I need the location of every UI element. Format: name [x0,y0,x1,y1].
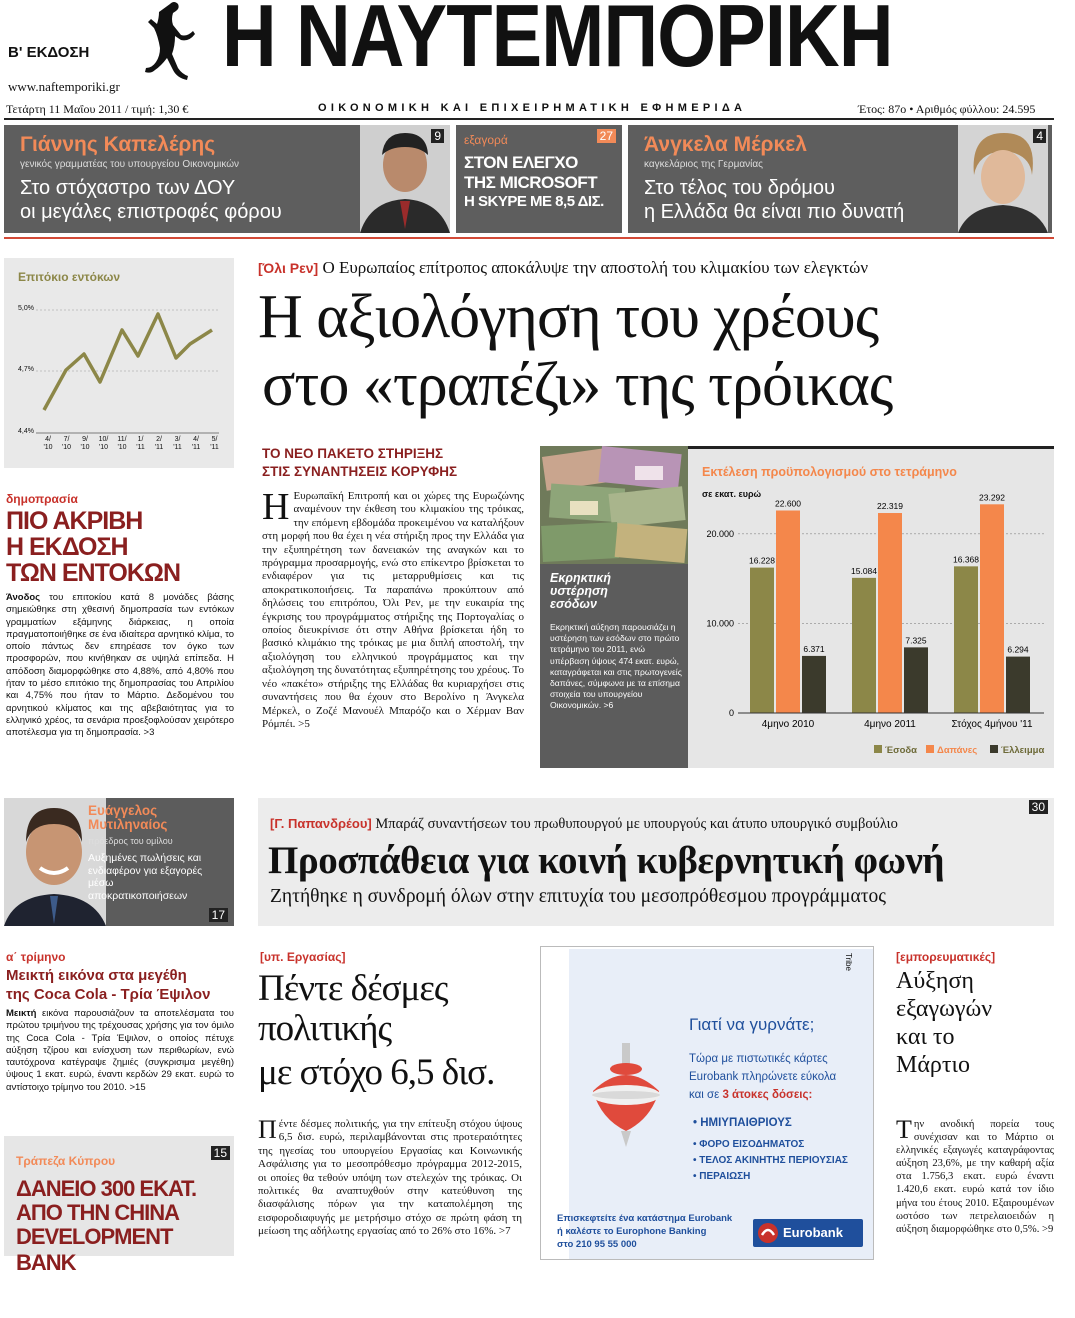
page-ref[interactable]: 4 [1033,129,1046,143]
legend-label: Δαπάνες [937,745,978,756]
newspaper-title: Η ΝΑΥΤΕΜΠΟΡΙΚΗ [222,0,893,85]
bar [878,513,902,713]
cyprus-headline: ΔΑΝΕΙΟ 300 ΕΚΑΤ. [16,1176,197,1201]
teaser-kapeleris[interactable] [4,125,450,233]
ad-item: • ΗΜΙΥΠΑΙΘΡΙΟΥΣ [693,1117,792,1129]
teaser-name: Άνγκελα Μέρκελ [644,133,807,156]
mytilinaios-box[interactable] [4,798,234,926]
spinning-top-icon [581,1043,671,1153]
papandreou-overline-text: Μπαράζ συναντήσεων του πρωθυπουργού με υπουργούς και άτυπο υπουργικό συμβούλιο [371,816,898,832]
mytilinaios-role: πρόεδρος του ομίλου [88,836,173,846]
cocacola-text: εικόνα παρουσιάζουν τα αποτελέσματα του πρώτου τριμήνου της τρέχουσας χρήσης για τον όμιλο της Coca Cola - Τρία Έψιλον, ο οποίος πέτυχε αύξηση τζίρου και ενίσχυση των περιθωρίων, ενώ ταυτόχρονα κατέγραψε ζημιές (συγκρισιμα μεγέθη) ύψους 1 εκατ. ευρώ, έναντι κερδών 29 εκατ. ευρώ το αντίστοιχο τρίμηνο του 2010. >15 [6,1008,234,1093]
teaser-kicker: εξαγορά [464,133,508,147]
bar [980,504,1004,713]
ad-line: Eurobank πληρώνετε εύκολα [689,1071,837,1083]
main-headline: στο «τραπέζι» της τρόικας [262,351,893,419]
exports-body [896,1118,1054,1268]
legend-swatch [874,745,882,753]
main-overline [258,258,868,278]
labour-headline: Πέντε δέσμες [258,968,448,1009]
tagline: ΟΙΚΟΝΟΜΙΚΗ ΚΑΙ ΕΠΙΧΕΙΡΗΜΑΤΙΚΗ ΕΦΗΜΕΡΙΔΑ [318,102,747,114]
tbills-headline: Η ΕΚΔΟΣΗ [6,533,128,561]
teaser-headline: η Ελλάδα θα είναι πιο δυνατή [644,201,905,223]
eurobank-ad[interactable] [540,946,874,1260]
papandreou-kicker: [Γ. Παπανδρέου] [270,816,372,831]
mytilinaios-text: Αυξημένες πωλήσεις και ενδιαφέρον για εξαγορές μέσω αποκρατικοποιήσεων [88,852,203,902]
main-subhead: ΣΤΙΣ ΣΥΝΑΝΤΗΣΕΙΣ ΚΟΡΥΦΗΣ [262,464,458,479]
tbills-lead: Άνοδος [6,592,41,603]
ad-footer: ή καλέστε το Europhone Banking [557,1226,707,1237]
x-tick: 9/ '10 [80,436,90,451]
bar [1006,657,1030,713]
exports-headline: Αύξηση [896,968,974,994]
bar [954,566,978,713]
rates-chart-title: Επιτόκιο εντόκων [18,270,121,284]
x-ticks [40,436,230,460]
hermes-logo [140,0,210,95]
main-body [262,490,524,776]
exports-body-text: ην ανοδική πορεία τους συνέχισαν και το Μάρτιο οι ελληνικές εξαγωγές καταγράφοντας αύξηση 23,6%, με την καθαρή αξία στα 1.756,3 εκατ. ευρώ έναντι 1.420,6 εκατ. ευρώ κατά τον ίδιο μήνα του έτους 2010. Εξαιρουμένων ωστόσο των πετρελαιοειδών η αύξηση διαμορφώθηκε στο 0,5%. >9 [896,1119,1054,1235]
masthead-rule [4,118,1054,120]
main-headline: Η αξιολόγηση του χρέους [258,283,879,351]
x-tick: 1/ '11 [136,436,145,451]
exports-headline: και το [896,1024,955,1050]
eurobank-logo-text: Eurobank [783,1225,843,1240]
teaser-headline: Στο τέλος του δρόμου [644,177,835,199]
page-ref[interactable]: 15 [211,1146,230,1160]
teaser-role: καγκελάριος της Γερμανίας [644,159,763,170]
y-tick: 4,4% [18,428,34,435]
teaser-rule [4,237,1054,239]
rates-chart-box [4,258,234,468]
budget-box [540,446,688,768]
tbills-text: του επιτοκίου κατά 8 μονάδες βάσης σημειώθηκε στη χθεσινή δημοπρασία των εντόκων γραμματίων εξάμηνης διάρκειας, η οποία πραγματοποιήθηκε σε ένα ιδιαίτερα αρνητικό κλίμα, το οποίο πάντως δεν επηρέασε τον όγκο των προσφορών, που κινήθηκαν σε υψηλά επίπεδα. Η απόδοση διαμορφώθηκε στο 4,88%, από 4,80% που ήταν το μέσο επιτόκιο της δημοπρασίας του Απριλίου και 4,75% που ήταν το Μάρτιο. Δεδομένου του αρνητικού κλίματος και της αβεβαιότητας για το ελληνικό χρέος, τα σενάρια προεξοφλούσαν χειρότερο αποτέλεσμα για τη δημοπρασία. >3 [6,592,234,739]
eurobank-logo-icon [757,1222,779,1244]
main-kicker: [Όλι Ρεν] [258,260,319,276]
page-ref[interactable]: 27 [597,129,616,143]
cyprus-headline: DEVELOPMENT BANK [16,1224,173,1275]
budget-chart [688,449,1054,771]
eurobank-logo[interactable] [753,1219,863,1247]
exports-dropcap: Τ [896,1118,912,1144]
x-tick: 2/ '11 [154,436,164,451]
budget-chart-panel [688,446,1054,768]
cocacola-body [6,1008,234,1112]
x-tick: 3/ '11 [173,436,182,451]
y-tick-label: 0 [728,708,734,718]
x-tick: 10/ '10 [98,436,109,451]
ad-item: • ΠΕΡΑΙΩΣΗ [693,1171,751,1182]
category-label: Στόχος 4μήνου '11 [951,719,1033,730]
bar-label: 22.600 [775,498,801,509]
papandreou-headline: Προσπάθεια για κοινή κυβερνητική φωνή [268,839,945,882]
cyprus-headline: ΑΠΟ ΤΗΝ CHINA [16,1200,179,1225]
tbills-headline: ΠΙΟ ΑΚΡΙΒΗ [6,507,143,535]
teaser-headline: ΣΤΟΝ ΕΛΕΓΧΟ [464,153,578,172]
y-tick-label: 20.000 [706,528,734,539]
ad-item: • ΦΟΡΟ ΕΙΣΟΔΗΜΑΤΟΣ [693,1139,805,1150]
ad-line [689,1089,812,1101]
rates-line [44,314,212,410]
labour-kicker: [υπ. Εργασίας] [260,950,346,964]
teaser-headline: Η SKYPE ΜΕ 8,5 ΔΙΣ. [464,193,604,210]
cocacola-kicker: α΄ τρίμηνο [6,950,66,964]
legend-swatch [990,745,998,753]
main-dropcap: Η [262,490,290,528]
mytilinaios-name: Ευάγγελος Μυτιληναίος [88,803,168,832]
bar [904,647,928,713]
budget-chart-title: Εκτέλεση προϋπολογισμού στο τετράμηνο [702,465,957,479]
ad-question: Γιατί να γυρνάτε; [689,1015,815,1034]
teaser-headline: ΤΗΣ MICROSOFT [464,173,598,192]
ad-item: • ΤΕΛΟΣ ΑΚΙΝΗΤΗΣ ΠΕΡΙΟΥΣΙΑΣ [693,1155,848,1166]
tbills-kicker: δημοπρασία [6,492,78,506]
ad-footer: Επισκεφτείτε ένα κατάστημα Eurobank [557,1213,733,1224]
site-url[interactable]: www.naftemporiki.gr [8,79,120,94]
budget-chart-ylabel: σε εκατ. ευρώ [702,489,762,499]
legend-label: Έσοδα [885,745,918,756]
ad-line3-pre: και σε [689,1089,723,1101]
exports-headline: εξαγωγών [896,996,993,1022]
cocacola-headline: Μεικτή εικόνα στα μεγέθη [6,967,187,984]
x-tick: 4/ '11 [191,436,201,451]
bar-label: 16.368 [953,554,979,565]
labour-body [258,1118,522,1270]
labour-dropcap: Π [258,1118,277,1144]
labour-body-text: έντε δέσμες πολιτικής, για την επίτευξη στόχου ύψους 6,5 δισ. ευρώ, περιλαμβάνονται στις προτεραιότητες της ηγεσίας του υπουργείου Εργασίας και Κοινωνικής Ασφάλισης για το μεσοπρόθεσμο πρόγραμμα 2012-2015, οι οποίες θα τεθούν υπόψη των στελεχών της τρόικας. Οι πολιτικές θα αναπτυχθούν στην κατεύθυνση της διασφάλισης πόρων για την καταπολέμηση της εισφοροδιαφυγής με μετρήσιμο στόχο σε πρώτη φάση τη μείωση της αδήλωτης εργασίας από το 26% στο 16%. >7 [258,1118,522,1238]
bar-label: 6.294 [1007,644,1029,655]
page-ref[interactable]: 9 [431,129,444,143]
labour-headline: με στόχο 6,5 δισ. [258,1052,495,1093]
ad-footer-phone: στο 210 95 55 000 [557,1239,637,1250]
x-tick: 11/ '10 [117,436,127,451]
cocacola-lead: Μεικτή [6,1008,37,1019]
y-tick-label: 10.000 [706,618,734,629]
teaser-name: Γιάννης Καπελέρης [20,133,216,156]
main-body-text: Ευρωπαϊκή Επιτροπή και οι χώρες της Ευρωζώνης αναμένουν την έκθεση του κλιμακίου της τρόικας, την επόμενη εβδομάδα προκειμένου να καταλήξουν στη μορφή που θα έχει η νέα στήριξη προς την Ελλάδα για την εξυπηρέτηση των δανειακών της αναγκών και το πρόγραμμα προσαρμογής, ενώ στο επίκεντρο βρίσκεται το ενδιαφέρον για τις μεταρρυθμίσεις και τις αποκρατικοποιήσεις. Τα παραπάνω προκύπτουν από δηλώσεις του επιτρόπου, Όλι Ρεν, με την ευκαιρία της έγκρισης του προγράμματος στήριξης της Πορτογαλίας ο οποίος διευκρίνισε ότι στην Αθήνα βρίσκεται ήδη το βασικό κλιμάκιο της τρόικας με μια διπλή αποστολή, την αξιολόγηση του ελληνικού προγράμματος και την αξιολόγηση της δυνατότητας εξυπηρέτησης του χρέους. Το νέο «πακέτο» στήριξης της Ελλάδας θα κυριαρχήσει στις συναντήσεις που θα έχουν στο Βερολίνο η Άνγκελα Μέρκελ, ο Ζοζέ Μανουέλ Μπαρόζο και ο Χέρμαν Βαν Ρόμπέι. >5 [262,490,524,730]
cocacola-headline: της Coca Cola - Τρία Έψιλον [6,986,211,1003]
ad-line3-bold: 3 άτοκες δόσεις: [722,1089,813,1101]
bar-label: 15.084 [851,565,877,576]
bar [852,578,876,713]
x-tick: 5/ '11 [210,436,219,451]
bar-label: 7.325 [905,635,927,646]
main-overline-text: Ο Ευρωπαίος επίτροπος αποκάλυψε την αποστολή του κλιμακίου των ελεγκτών [318,258,869,277]
exports-headline: Μάρτιο [896,1052,970,1078]
bar [776,511,800,713]
y-tick: 5,0% [18,305,34,312]
labour-headline: πολιτικής [258,1008,392,1049]
euro-notes-photo [540,446,688,564]
legend-label: Έλλειμμα [1001,745,1045,756]
cyprus-box[interactable] [4,1136,234,1275]
category-label: 4μηνο 2010 [761,719,815,730]
teaser-merkel[interactable] [628,125,1052,233]
papandreou-band [258,798,1054,926]
bar-label: 6.371 [803,643,825,654]
tbills-body [6,592,234,770]
y-tick: 4,7% [18,366,34,373]
legend-swatch [926,745,934,753]
page-ref[interactable]: 30 [1029,800,1048,814]
x-tick: 4/ '10 [43,436,53,451]
budget-box-body: Εκρηκτική αύξηση παρουσιάζει η υστέρηση των εσόδων στο πρώτο τετράμηνο του 2011, ενώ υπέρβαση ύψους 474 εκατ. ευρώ, καταγράφεται και στις πρωτογενείς δαπάνες, σύμφωνα με τα επίσημα στοιχεία του υπουργείου Οικονομικών. >6 [550,622,682,711]
bar-label: 22.319 [877,501,903,512]
teaser-headline: Στο στόχαστρο των ΔΟΥ [20,177,236,199]
teaser-skype[interactable] [456,125,622,233]
x-tick: 7/ '10 [61,436,72,451]
bar-label: 23.292 [979,492,1005,503]
bar [802,656,826,713]
edition-label: Β' ΕΚΔΟΣΗ [8,44,90,61]
page-ref[interactable]: 17 [209,908,228,922]
bar-label: 16.228 [749,555,775,566]
issue-number: Έτος: 87ο • Αριθμός φύλλου: 24.595 [858,102,1036,116]
exports-kicker: [εμπορευματικές] [896,950,996,964]
budget-box-title: Εκρηκτική υστέρηση εσόδων [550,571,611,611]
bar [750,568,774,713]
tbills-headline: ΤΩΝ ΕΝΤΟΚΩΝ [6,559,181,587]
papandreou-subhead: Ζητήθηκε η συνδρομή όλων στην επιτυχία του μεσοπρόθεσμου προγράμματος [270,886,887,907]
main-subhead: ΤΟ ΝΕΟ ΠΑΚΕΤΟ ΣΤΗΡΙΞΗΣ [262,446,444,461]
teaser-headline: οι μεγάλες επιστροφές φόρου [20,201,282,223]
category-label: 4μηνο 2011 [864,719,916,730]
cyprus-kicker: Τράπεζα Κύπρου [16,1154,116,1168]
papandreou-overline [270,816,898,833]
ad-vertical-text: Tribe [844,953,853,971]
teaser-role: γενικός γραμματέας του υπουργείου Οικονομικών [20,159,239,170]
ad-line: Τώρα με πιστωτικές κάρτες [689,1053,828,1065]
date-price: Τετάρτη 11 Μαΐου 2011 / τιμή: 1,30 € [6,102,189,116]
